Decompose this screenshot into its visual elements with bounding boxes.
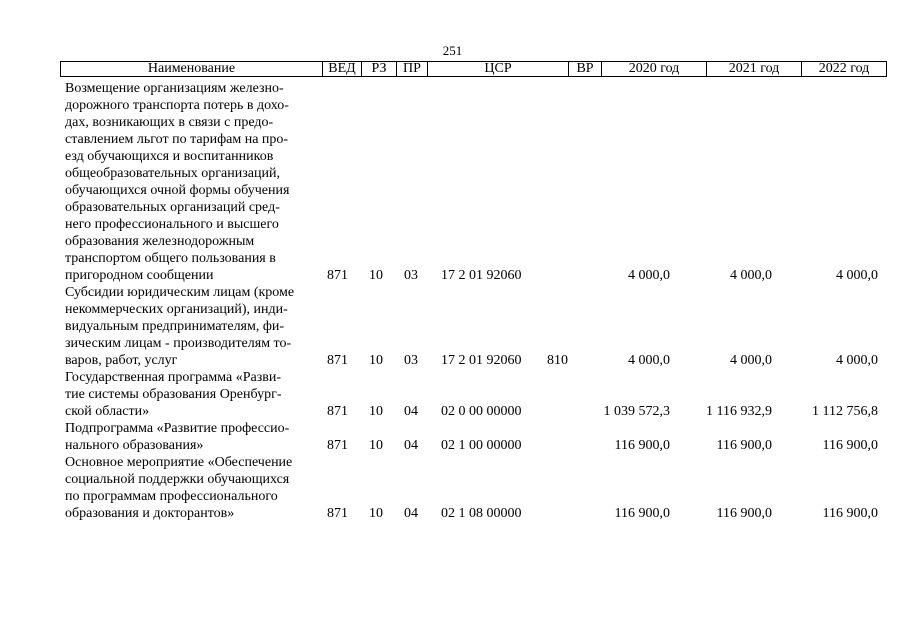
row-rz: 10 <box>369 404 383 419</box>
row-name: Государственная программа «Разви- тие системы образования Оренбург- ской области» <box>65 370 282 419</box>
row-pr: 04 <box>404 438 418 453</box>
row-rz: 10 <box>369 438 383 453</box>
row-ved: 871 <box>327 438 348 453</box>
row-name: Основное мероприятие «Обеспечение социальной поддержки обучающихся по программам профессионального образования и докторантов» <box>65 455 293 521</box>
column-header-table <box>60 61 887 77</box>
header-2020: 2020 год <box>602 62 707 77</box>
row-csr: 17 2 01 92060 <box>441 353 522 368</box>
row-2021: 4 000,0 <box>730 353 772 368</box>
row-2020: 116 900,0 <box>614 438 670 453</box>
row-2020: 1 039 572,3 <box>603 404 670 419</box>
row-rz: 10 <box>369 506 383 521</box>
row-2020: 4 000,0 <box>628 268 670 283</box>
header-name: Наименование <box>61 62 323 77</box>
row-2022: 116 900,0 <box>822 506 878 521</box>
row-pr: 03 <box>404 353 418 368</box>
row-csr: 02 1 08 00000 <box>441 506 522 521</box>
header-2022: 2022 год <box>802 62 887 77</box>
table-row <box>0 284 905 369</box>
header-2021: 2021 год <box>707 62 802 77</box>
header-ved: ВЕД <box>323 62 362 77</box>
row-2020: 4 000,0 <box>628 353 670 368</box>
row-csr: 17 2 01 92060 <box>441 268 522 283</box>
row-name: Возмещение организациям железно- дорожного транспорта потерь в дохо- дах, возникающих в связи с предо- ставлением льгот по тарифам на про- езд обучающихся и воспитанников общеобразовательных организаций, обучающихся очной формы обучения образовательных организаций сред- него профессионального и высшего образования железнодорожным транспортом общего пользования в пригородном сообщении <box>65 81 290 283</box>
row-csr: 02 1 00 00000 <box>441 438 522 453</box>
row-name: Подпрограмма «Развитие профессио- нального образования» <box>65 421 290 453</box>
table-row <box>0 420 905 454</box>
header-pr: ПР <box>397 62 428 77</box>
row-rz: 10 <box>369 353 383 368</box>
table-row <box>0 454 905 522</box>
row-csr: 02 0 00 00000 <box>441 404 522 419</box>
header-rz: РЗ <box>362 62 397 77</box>
page-number: 251 <box>442 43 463 58</box>
row-ved: 871 <box>327 506 348 521</box>
row-ved: 871 <box>327 404 348 419</box>
row-pr: 04 <box>404 506 418 521</box>
row-ved: 871 <box>327 268 348 283</box>
row-rz: 10 <box>369 268 383 283</box>
row-2020: 116 900,0 <box>614 506 670 521</box>
row-2022: 1 112 756,8 <box>812 404 878 419</box>
row-2021: 4 000,0 <box>730 268 772 283</box>
row-name: Субсидии юридическим лицам (кроме некоммерческих организаций), инди- видуальным предпринимателям, фи- зическим лицам - производителям то- варов, работ, услуг <box>65 285 295 368</box>
table-row <box>0 369 905 420</box>
row-2022: 116 900,0 <box>822 438 878 453</box>
row-ved: 871 <box>327 353 348 368</box>
row-2021: 116 900,0 <box>716 506 772 521</box>
row-pr: 03 <box>404 268 418 283</box>
row-2021: 116 900,0 <box>716 438 772 453</box>
row-pr: 04 <box>404 404 418 419</box>
row-2022: 4 000,0 <box>836 353 878 368</box>
row-2022: 4 000,0 <box>836 268 878 283</box>
row-2021: 1 116 932,9 <box>706 404 772 419</box>
header-csr: ЦСР <box>428 62 569 77</box>
row-vr: 810 <box>547 353 568 368</box>
table-row <box>0 80 905 284</box>
header-vr: ВР <box>569 62 602 77</box>
